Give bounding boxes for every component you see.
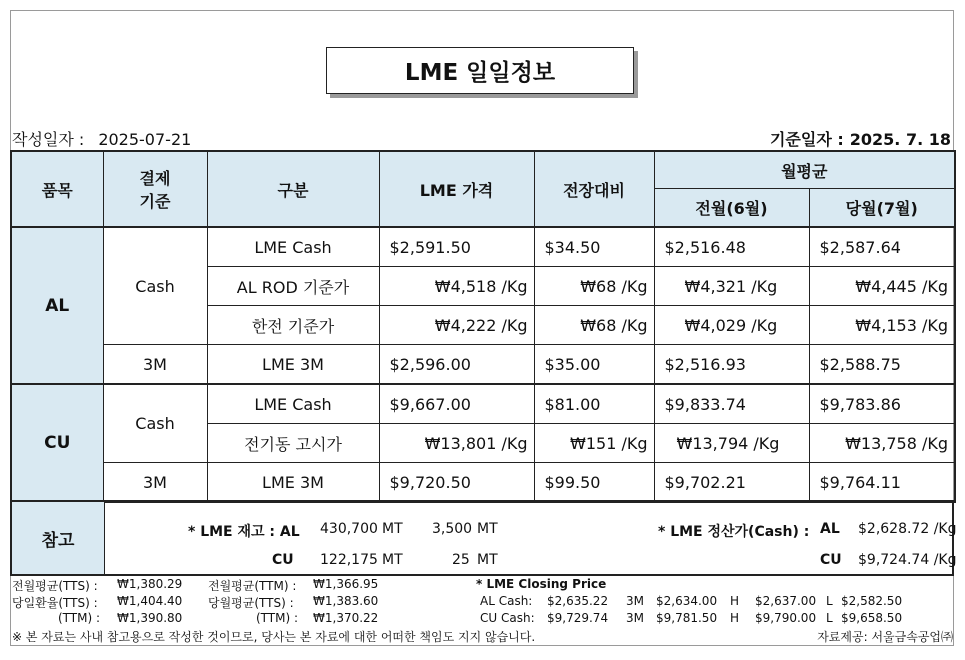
price-cell: $9,720.50 [379,463,534,503]
closing-price-title: * LME Closing Price [476,577,607,591]
header-type: 구분 [207,151,379,227]
footer-text: L [826,594,833,608]
footer-text: $9,658.50 [841,611,903,625]
price-cell: ₩13,801 /Kg [379,424,534,463]
table-row [11,227,955,267]
base-date-label: 기준일자 : [769,130,844,149]
header-item: 품목 [11,151,103,227]
cur-month-cell: ₩13,758 /Kg [809,424,955,463]
cur-month-cell: ₩4,153 /Kg [809,306,955,345]
type-cell: 전기동 고시가 [207,424,379,463]
header-cur-month: 당월(7월) [809,189,955,228]
footer-text: $9,781.50 [656,611,718,625]
footer-text: ₩1,390.80 [117,611,183,625]
price-cell: $2,596.00 [379,345,534,385]
footer-text: L [826,611,833,625]
prev-month-cell: ₩13,794 /Kg [654,424,809,463]
type-cell: LME 3M [207,463,379,503]
header-settle [103,151,207,227]
prev-month-cell: $2,516.93 [654,345,809,385]
table-row [11,345,955,385]
footer-text: ₩1,383.60 [313,594,379,608]
header-change: 전장대비 [534,151,654,227]
prev-month-cell: ₩4,029 /Kg [654,306,809,345]
footer-text: 3M [626,594,644,608]
header-settle-2: 기준 [139,192,171,211]
settle-3m: 3M [103,463,207,503]
source-credit: 자료제공: 서울금속공업㈜ [817,630,953,644]
settle-cash: Cash [103,227,207,345]
page-title: LME 일일정보 [326,47,634,94]
settle-al-label: AL [820,521,840,537]
footer-text: $2,582.50 [841,594,903,608]
write-date-value: 2025-07-21 [98,130,192,149]
write-date-label: 작성일자 : [12,130,85,149]
base-date [770,127,951,150]
header-monthly-avg: 월평균 [654,151,955,189]
footer-text: 당일환율(TTS) : [12,596,98,610]
disclaimer: ※ 본 자료는 사내 참고용으로 작성한 것이므로, 당사는 본 자료에 대한 어떠한 책임도 지지 않습니다. [12,630,536,644]
footer-text: 전월평균(TTM) : [208,579,297,593]
settle-cash: Cash [103,384,207,463]
header-settle-1: 결제 [139,169,171,188]
prev-month-cell: $2,516.48 [654,227,809,267]
cu-stock-label: CU [272,552,294,568]
change-cell: $34.50 [534,227,654,267]
cu-stock-change: 25 [452,552,470,568]
footer-text: ₩1,404.40 [117,594,183,608]
type-cell: 한전 기준가 [207,306,379,345]
prev-month-cell: $9,833.74 [654,384,809,424]
footer-text: ₩1,370.22 [313,611,379,625]
footer-text: H [730,594,740,608]
footer-text: 당월평균(TTS) : [208,596,294,610]
item-al: AL [11,227,103,384]
base-date-value: 2025. 7. 18 [849,130,951,149]
header-lme-price: LME 가격 [379,151,534,227]
footer-text: $2,637.00 [755,594,817,608]
footer-text: $2,634.00 [656,594,718,608]
settle-cu-value: $9,724.74 /Kg [858,552,957,568]
al-stock-change: 3,500 [432,521,473,537]
settle-cu-label: CU [820,552,842,568]
cur-month-cell: ₩4,445 /Kg [809,267,955,306]
change-cell: $35.00 [534,345,654,385]
footer-text: ₩1,366.95 [313,577,379,591]
footer-text: 전월평균(TTS) : [12,579,98,593]
prev-month-cell: ₩4,321 /Kg [654,267,809,306]
change-cell: $99.50 [534,463,654,503]
reference-label: 참고 [12,502,105,574]
price-cell: ₩4,222 /Kg [379,306,534,345]
change-cell: $81.00 [534,384,654,424]
prev-month-cell: $9,702.21 [654,463,809,503]
footer-text: $9,790.00 [755,611,817,625]
cur-month-cell: $2,588.75 [809,345,955,385]
al-stock-unit: MT [382,521,403,537]
settle-price-label: * LME 정산가(Cash) : [658,524,810,540]
al-change-unit: MT [477,521,498,537]
change-cell: ₩68 /Kg [534,306,654,345]
footer-text: (TTM) : [256,611,299,625]
header-prev-month: 전월(6월) [654,189,809,228]
change-cell: ₩68 /Kg [534,267,654,306]
type-cell: LME Cash [207,384,379,424]
table-row [11,384,955,424]
cur-month-cell: $9,764.11 [809,463,955,503]
footer-text: $2,635.22 [547,594,609,608]
price-table [10,150,956,503]
type-cell: LME 3M [207,345,379,385]
footer-text: 3M [626,611,644,625]
price-cell: $9,667.00 [379,384,534,424]
footer-text: ₩1,380.29 [117,577,183,591]
cu-change-unit: MT [477,552,498,568]
change-cell: ₩151 /Kg [534,424,654,463]
cur-month-cell: $9,783.86 [809,384,955,424]
settle-al-value: $2,628.72 /Kg [858,521,957,537]
price-cell: ₩4,518 /Kg [379,267,534,306]
write-date [12,127,191,150]
cur-month-cell: $2,587.64 [809,227,955,267]
type-cell: AL ROD 기준가 [207,267,379,306]
settle-3m: 3M [103,345,207,385]
footer-text: H [730,611,740,625]
reference-section [10,500,957,576]
type-cell: LME Cash [207,227,379,267]
footer-text: AL Cash: [480,594,533,608]
cu-stock: 122,175 [320,552,378,568]
footer-text: (TTM) : [58,611,101,625]
footer-text: $9,729.74 [547,611,609,625]
price-cell: $2,591.50 [379,227,534,267]
footer-text: CU Cash: [480,611,535,625]
cu-stock-unit: MT [382,552,403,568]
item-cu: CU [11,384,103,502]
al-stock: 430,700 [320,521,378,537]
table-row [11,463,955,503]
stock-label: * LME 재고 : AL [188,524,300,540]
